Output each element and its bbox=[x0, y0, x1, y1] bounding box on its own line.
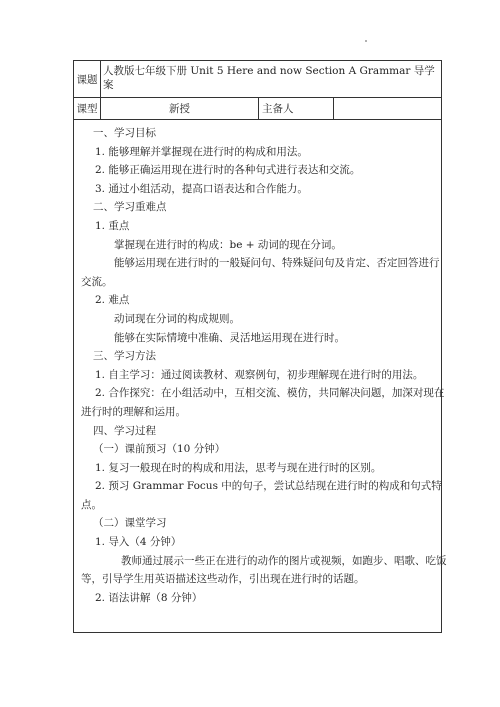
topic-row bbox=[74, 61, 442, 98]
type-value: 新授 bbox=[101, 98, 259, 120]
text-line: 2. 合作探究：在小组活动中，互相交流、模仿，共同解决问题，加深对现在 bbox=[95, 387, 445, 400]
text-line: 2. 难点 bbox=[95, 294, 130, 307]
text-line: 能够在实际情境中准确、灵活地运用现在进行时。 bbox=[114, 331, 345, 344]
topic-value: 人教版七年级下册 Unit 5 Here and now Section A Grammar 导学案 bbox=[101, 61, 442, 98]
author-label: 主备人 bbox=[259, 98, 334, 120]
text-line: 2. 语法讲解（8 分钟） bbox=[95, 591, 203, 604]
section-heading: 一、学习目标 bbox=[93, 127, 156, 139]
content-cell bbox=[74, 120, 447, 633]
text-line: 2. 预习 Grammar Focus 中的句子，尝试总结现在进行时的构成和句式特 bbox=[95, 480, 442, 493]
text-line: 1. 导入（4 分钟） bbox=[95, 536, 182, 549]
text-line: 教师通过展示一些正在进行的动作的图片或视频，如跑步、唱歌、吃饭 bbox=[121, 554, 447, 567]
text-line: 2. 能够正确运用现在进行时的各种句式进行表达和交流。 bbox=[95, 164, 361, 177]
lesson-plan-table bbox=[73, 60, 447, 633]
page-speck bbox=[365, 40, 367, 42]
section-heading: 三、学习方法 bbox=[93, 350, 156, 363]
type-row bbox=[74, 98, 442, 120]
text-line: 动词现在分词的构成规则。 bbox=[114, 312, 240, 325]
content-row bbox=[74, 120, 442, 633]
text-line: 1. 复习一般现在时的构成和用法，思考与现在进行时的区别。 bbox=[95, 461, 382, 474]
text-line: 交流。 bbox=[81, 275, 113, 288]
text-line: 掌握现在进行时的构成：be + 动词的现在分词。 bbox=[114, 238, 342, 251]
type-label: 课型 bbox=[74, 98, 101, 120]
author-value bbox=[334, 98, 442, 120]
text-line: 等，引导学生用英语描述这些动作，引出现在进行时的话题。 bbox=[81, 573, 365, 586]
text-line: 能够运用现在进行时的一般疑问句、特殊疑问句及肯定、否定回答进行 bbox=[114, 257, 440, 270]
section-heading: 四、学习过程 bbox=[93, 424, 156, 437]
subsection-heading: （一）课前预习（10 分钟） bbox=[93, 443, 226, 456]
text-line: 点。 bbox=[81, 498, 102, 511]
text-line: 1. 能够理解并掌握现在进行时的构成和用法。 bbox=[95, 145, 308, 158]
text-line: 进行时的理解和运用。 bbox=[81, 405, 186, 418]
text-line: 3. 通过小组活动，提高口语表达和合作能力。 bbox=[95, 182, 308, 195]
text-line: 1. 自主学习：通过阅读教材、观察例句，初步理解现在进行时的用法。 bbox=[95, 368, 424, 381]
subsection-heading: （二）课堂学习 bbox=[93, 517, 167, 530]
section-heading: 二、学习重难点 bbox=[93, 201, 167, 214]
topic-label: 课题 bbox=[74, 61, 101, 98]
text-line: 1. 重点 bbox=[95, 219, 130, 232]
